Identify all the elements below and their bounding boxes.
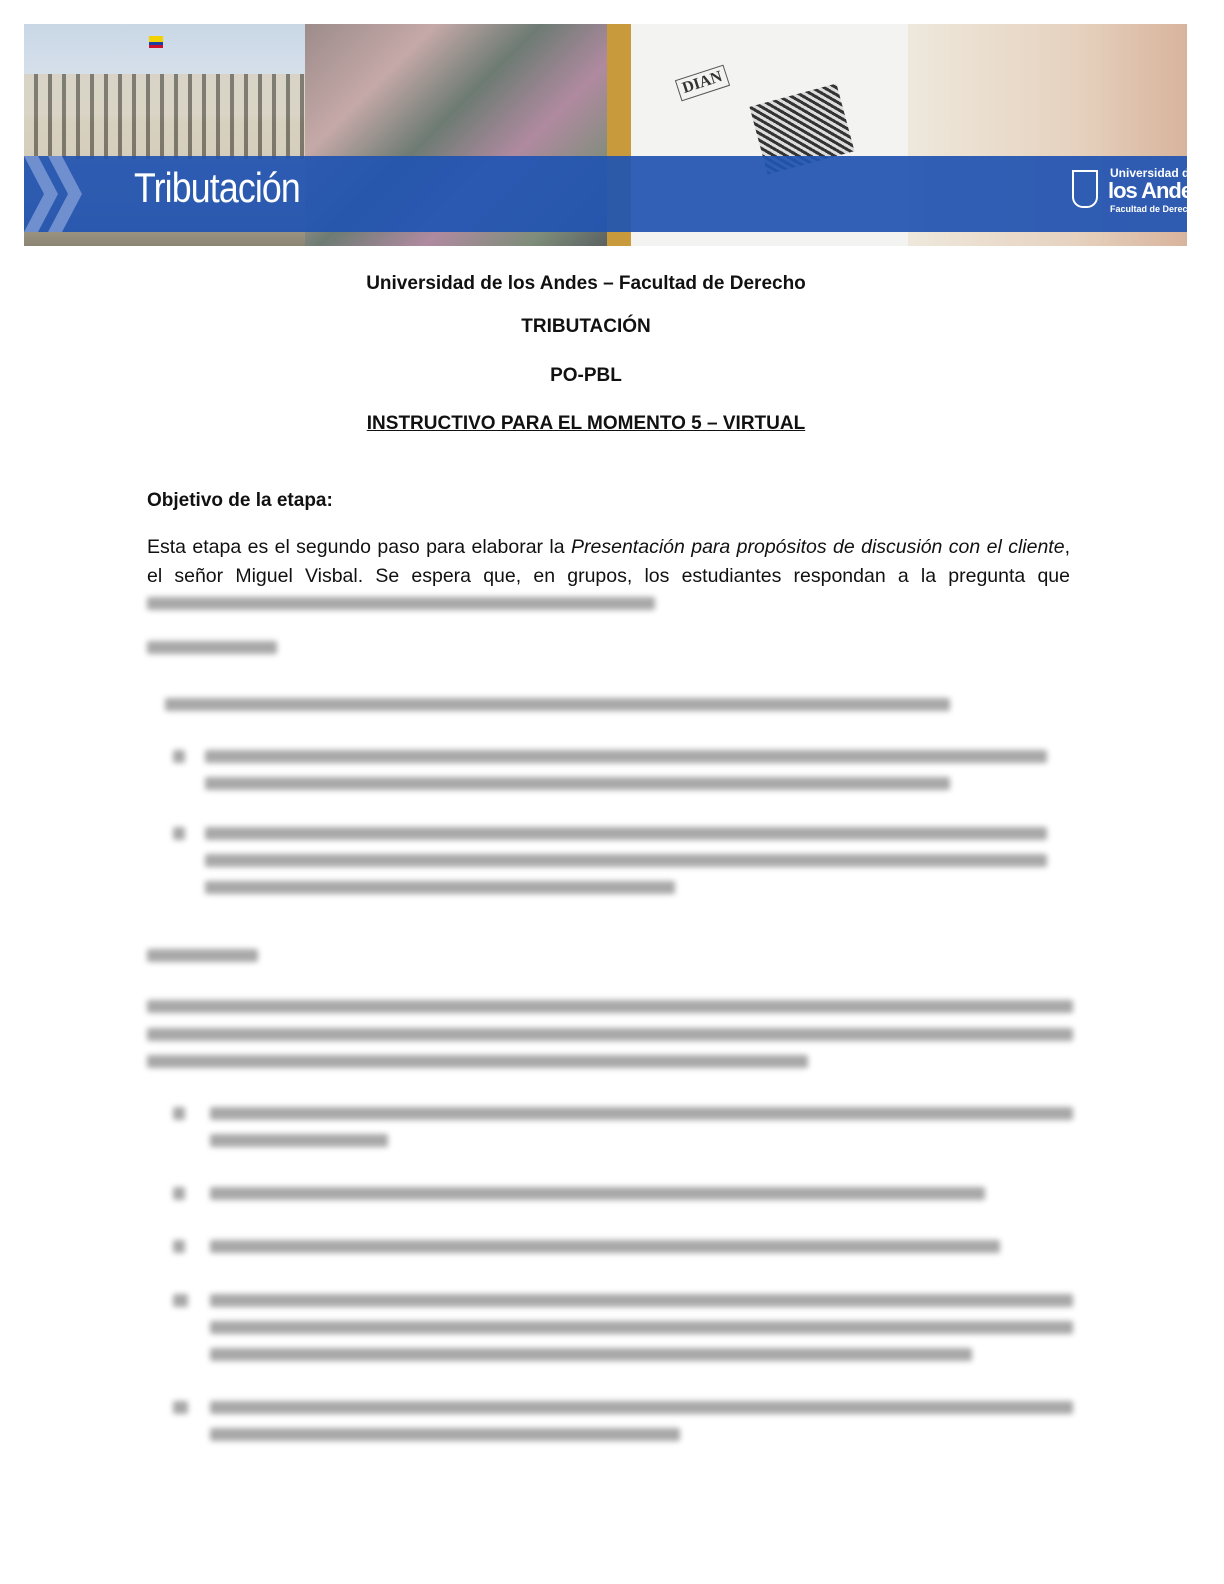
blurred-text-line (147, 1028, 1073, 1041)
blurred-text-line (210, 1187, 985, 1200)
blurred-text-line (210, 1401, 1073, 1414)
blurred-text-line (147, 949, 258, 962)
shield-icon (1072, 170, 1098, 208)
blurred-text-line (147, 641, 277, 654)
blurred-text-line (205, 777, 950, 790)
flag-icon (149, 36, 163, 48)
blurred-text-line (173, 1187, 185, 1200)
chevrons-icon (24, 156, 104, 232)
blurred-text-line (205, 827, 1047, 840)
blurred-text-line (147, 597, 655, 610)
blurred-text-line (147, 1000, 1073, 1013)
blurred-text-line (210, 1428, 680, 1441)
blurred-text-line (173, 1401, 188, 1414)
blurred-text-line (210, 1107, 1073, 1120)
blurred-text-line (173, 1107, 185, 1120)
banner-title: Tributación (134, 164, 300, 211)
blurred-text-line (173, 1240, 185, 1253)
blurred-text-line (210, 1294, 1073, 1307)
document-title: INSTRUCTIVO PARA EL MOMENTO 5 – VIRTUAL (366, 413, 806, 434)
blurred-text-line (210, 1134, 388, 1147)
blurred-text-line (210, 1348, 972, 1361)
blurred-text-line (210, 1321, 1073, 1334)
blurred-text-line (147, 1055, 808, 1068)
blurred-text-line (205, 750, 1047, 763)
blurred-text-line (173, 750, 185, 763)
institution-heading: Universidad de los Andes – Facultad de Derecho (366, 273, 806, 294)
objective-paragraph: Esta etapa es el segundo paso para elaborar la Presentación para propósitos de discusión con el cliente, el señor Miguel Visbal. Se espera que, en grupos, los estudiantes respondan a la pregunta que (147, 536, 1070, 587)
blurred-text-line (205, 881, 675, 894)
course-heading: TRIBUTACIÓN (521, 316, 651, 337)
blurred-text-line (173, 1294, 188, 1307)
blurred-text-line (165, 698, 950, 711)
program-heading: PO-PBL (550, 365, 622, 386)
blurred-text-line (173, 827, 185, 840)
objective-heading: Objetivo de la etapa: (147, 490, 333, 511)
blurred-text-line (210, 1240, 1000, 1253)
course-banner: DIAN Tributación Universidad de los Andes Facultad de Derecho (24, 24, 1187, 246)
blurred-text-line (205, 854, 1047, 867)
tax-form-image: DIAN (607, 24, 908, 246)
